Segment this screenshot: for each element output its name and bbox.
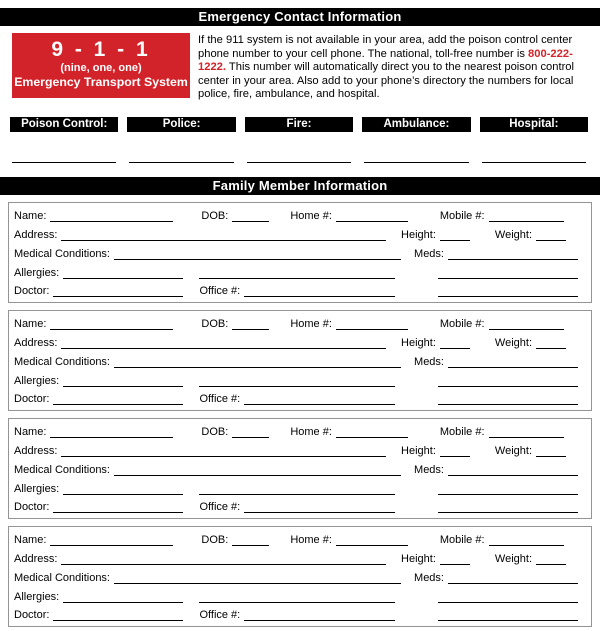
emergency-section-title: Emergency Contact Information [198, 9, 402, 24]
contact-label-hospital: Hospital: [480, 117, 588, 132]
address-label: Address: [14, 445, 58, 458]
name-label: Name: [14, 534, 47, 547]
meds-blank-line [448, 581, 578, 584]
meds-blank-line [448, 365, 578, 368]
weight-label: Weight: [494, 445, 532, 458]
home-phone-label: Home #: [290, 534, 332, 547]
intro-text-after: This number will automatically direct you to the nearest poison control center in your area. Also add to your phone’s directory the numbers for local police, fire, ambulance, and hospital. [198, 61, 575, 100]
medical-conditions-label: Medical Conditions: [14, 571, 110, 584]
fire-blank-line [247, 161, 351, 163]
name-blank-line [50, 219, 173, 222]
member-row-medical [14, 567, 578, 585]
height-blank-line [440, 346, 470, 349]
poison-control-blank-line [12, 161, 116, 163]
office-phone-blank-line [244, 294, 395, 297]
allergies-continuation-line [199, 276, 395, 279]
office-phone-blank-line [244, 402, 395, 405]
dob-label: DOB: [201, 426, 229, 439]
mobile-phone-label: Mobile #: [439, 210, 485, 223]
family-member-box [8, 310, 592, 411]
medical-conditions-blank-line [114, 365, 401, 368]
member-row-address [14, 224, 578, 242]
height-label: Height: [401, 229, 436, 242]
allergies-continuation-line [199, 492, 395, 495]
meds-continuation-line [438, 600, 578, 603]
address-label: Address: [14, 229, 58, 242]
doctor-blank-line [53, 294, 183, 297]
meds-continuation-line-2 [438, 294, 578, 297]
allergies-label: Allergies: [14, 266, 60, 279]
height-label: Height: [401, 337, 436, 350]
police-blank-line [129, 161, 233, 163]
medical-conditions-label: Medical Conditions: [14, 463, 110, 476]
home-phone-label: Home #: [290, 210, 332, 223]
allergies-continuation-line [199, 384, 395, 387]
intro-paragraph [198, 33, 590, 102]
weight-label: Weight: [494, 553, 532, 566]
mobile-phone-label: Mobile #: [439, 318, 485, 331]
meds-label: Meds: [414, 247, 444, 260]
allergies-blank-line [63, 492, 183, 495]
height-blank-line [440, 238, 470, 241]
meds-continuation-line [438, 492, 578, 495]
contact-label-police: Police: [127, 117, 235, 132]
doctor-blank-line [53, 510, 183, 513]
emergency-contact-form [0, 8, 600, 631]
office-phone-label: Office #: [199, 285, 241, 298]
medical-conditions-blank-line [114, 581, 401, 584]
contact-label-fire: Fire: [245, 117, 353, 132]
badge-911-number: 9 - 1 - 1 [51, 38, 151, 61]
meds-continuation-line [438, 276, 578, 279]
office-phone-blank-line [244, 510, 395, 513]
office-phone-blank-line [244, 618, 395, 621]
meds-label: Meds: [414, 355, 444, 368]
member-row-allergies [14, 370, 578, 388]
weight-label: Weight: [494, 229, 532, 242]
medical-conditions-blank-line [114, 257, 401, 260]
emergency-911-badge [12, 33, 190, 98]
dob-blank-line [232, 543, 269, 546]
family-members-list [0, 202, 600, 627]
dob-blank-line [232, 219, 269, 222]
name-blank-line [50, 543, 173, 546]
allergies-label: Allergies: [14, 482, 60, 495]
height-blank-line [440, 454, 470, 457]
height-blank-line [440, 562, 470, 565]
height-label: Height: [401, 445, 436, 458]
doctor-label: Doctor: [14, 501, 50, 514]
member-row-doctor [14, 605, 578, 623]
contact-label-ambulance: Ambulance: [362, 117, 470, 132]
name-blank-line [50, 327, 173, 330]
weight-blank-line [536, 454, 566, 457]
intro-text-before: If the 911 system is not available in your area, add the poison control center phone number to your cell phone. The national, toll-free number is [198, 34, 573, 60]
meds-label: Meds: [414, 463, 444, 476]
dob-blank-line [232, 435, 269, 438]
family-section-title: Family Member Information [212, 177, 388, 193]
poison-control-phone-number: 800-222-1222. [198, 47, 573, 73]
address-label: Address: [14, 553, 58, 566]
doctor-blank-line [53, 618, 183, 621]
office-phone-label: Office #: [199, 393, 241, 406]
medical-conditions-label: Medical Conditions: [14, 247, 110, 260]
badge-911-phonetic: (nine, one, one) [60, 62, 142, 74]
mobile-phone-blank-line [489, 435, 564, 438]
name-label: Name: [14, 210, 47, 223]
member-row-name [14, 422, 578, 440]
meds-blank-line [448, 257, 578, 260]
family-member-box [8, 526, 592, 627]
member-row-doctor [14, 389, 578, 407]
doctor-blank-line [53, 402, 183, 405]
doctor-label: Doctor: [14, 285, 50, 298]
address-blank-line [61, 238, 386, 241]
ambulance-blank-line [364, 161, 468, 163]
home-phone-label: Home #: [290, 426, 332, 439]
member-row-medical [14, 459, 578, 477]
office-phone-label: Office #: [199, 609, 241, 622]
member-row-medical [14, 243, 578, 261]
family-section-banner [0, 177, 600, 195]
meds-label: Meds: [414, 571, 444, 584]
contact-phone-blank-lines [12, 161, 586, 163]
medical-conditions-label: Medical Conditions: [14, 355, 110, 368]
member-row-doctor [14, 281, 578, 299]
meds-continuation-line [438, 384, 578, 387]
mobile-phone-blank-line [489, 327, 564, 330]
weight-blank-line [536, 346, 566, 349]
doctor-label: Doctor: [14, 609, 50, 622]
mobile-phone-blank-line [489, 543, 564, 546]
meds-continuation-line-2 [438, 510, 578, 513]
weight-blank-line [536, 238, 566, 241]
dob-blank-line [232, 327, 269, 330]
meds-blank-line [448, 473, 578, 476]
member-row-medical [14, 351, 578, 369]
address-blank-line [61, 454, 386, 457]
dob-label: DOB: [201, 534, 229, 547]
meds-continuation-line-2 [438, 402, 578, 405]
member-row-name [14, 206, 578, 224]
allergies-continuation-line [199, 600, 395, 603]
name-blank-line [50, 435, 173, 438]
home-phone-blank-line [336, 219, 408, 222]
member-row-name [14, 530, 578, 548]
mobile-phone-label: Mobile #: [439, 426, 485, 439]
intro-section [12, 33, 590, 102]
allergies-label: Allergies: [14, 374, 60, 387]
emergency-contacts-row [10, 117, 588, 132]
weight-label: Weight: [494, 337, 532, 350]
name-label: Name: [14, 426, 47, 439]
hospital-blank-line [482, 161, 586, 163]
home-phone-blank-line [336, 543, 408, 546]
member-row-doctor [14, 497, 578, 515]
allergies-blank-line [63, 384, 183, 387]
mobile-phone-blank-line [489, 219, 564, 222]
doctor-label: Doctor: [14, 393, 50, 406]
medical-conditions-blank-line [114, 473, 401, 476]
family-member-box [8, 418, 592, 519]
mobile-phone-label: Mobile #: [439, 534, 485, 547]
height-label: Height: [401, 553, 436, 566]
meds-continuation-line-2 [438, 618, 578, 621]
emergency-section-banner [0, 8, 600, 26]
member-row-allergies [14, 478, 578, 496]
home-phone-blank-line [336, 435, 408, 438]
contact-label-poison-control: Poison Control: [10, 117, 118, 132]
name-label: Name: [14, 318, 47, 331]
member-row-address [14, 440, 578, 458]
address-blank-line [61, 562, 386, 565]
member-row-address [14, 332, 578, 350]
weight-blank-line [536, 562, 566, 565]
member-row-allergies [14, 586, 578, 604]
dob-label: DOB: [201, 210, 229, 223]
office-phone-label: Office #: [199, 501, 241, 514]
member-row-name [14, 314, 578, 332]
dob-label: DOB: [201, 318, 229, 331]
allergies-label: Allergies: [14, 590, 60, 603]
address-blank-line [61, 346, 386, 349]
home-phone-label: Home #: [290, 318, 332, 331]
member-row-allergies [14, 262, 578, 280]
family-member-box [8, 202, 592, 303]
address-label: Address: [14, 337, 58, 350]
allergies-blank-line [63, 276, 183, 279]
member-row-address [14, 548, 578, 566]
badge-911-subtitle: Emergency Transport System [14, 75, 188, 89]
home-phone-blank-line [336, 327, 408, 330]
allergies-blank-line [63, 600, 183, 603]
